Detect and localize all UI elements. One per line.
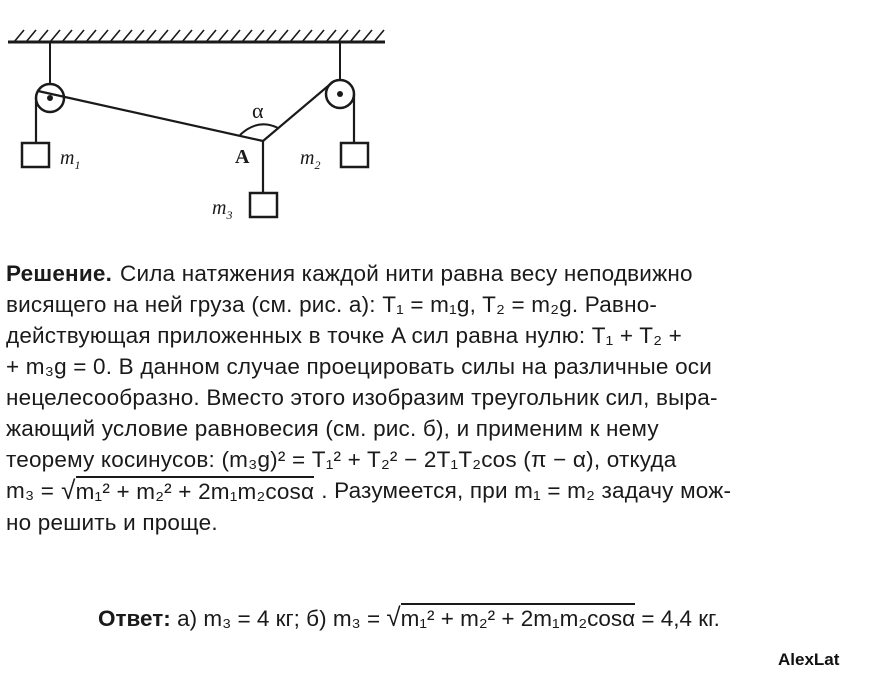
solution-line-6: жающий условие равновесия (см. рис. б), и применим к нему bbox=[6, 416, 659, 441]
answer-result: = 4,4 кг. bbox=[641, 606, 720, 631]
mass-m3-block bbox=[250, 193, 277, 217]
solution-line-7: теорему косинусов: (m₃g)² = T₁² + T₂² − 2T₁T₂cos (π − α), откуда bbox=[6, 447, 677, 472]
ceiling-hatching bbox=[14, 30, 384, 42]
mass-m1-block bbox=[22, 143, 49, 167]
answer-sqrt: √m₁² + m₂² + 2m₁m₂cosα bbox=[386, 602, 636, 632]
m3-label: $m_3$ bbox=[212, 197, 233, 222]
solution-line-9: но решить и проще. bbox=[6, 510, 218, 535]
watermark: AlexLat bbox=[778, 650, 840, 669]
solution-line-1-text: Сила натяжения каждой нити равна весу неподвижно bbox=[120, 261, 693, 286]
right-pulley bbox=[326, 42, 354, 108]
solution-line-4: + m₃g = 0. В данном случае проецировать силы на различные оси bbox=[6, 354, 712, 379]
mass-m2-block bbox=[341, 143, 368, 167]
m2-label: $m_2$ bbox=[300, 147, 321, 172]
answer-part-a: а) m₃ = 4 кг; б) m₃ = bbox=[177, 606, 381, 631]
sqrt-expression: √m₁² + m₂² + 2m₁m₂cosα bbox=[61, 475, 315, 505]
solution-heading: Решение. bbox=[6, 261, 113, 286]
solution-text bbox=[6, 258, 868, 538]
left-pulley bbox=[36, 42, 64, 112]
solution-line-8: m₃ = √m₁² + m₂² + 2m₁m₂cosα . Разумеется, при m₁ = m₂ задачу мож- bbox=[6, 475, 732, 505]
solution-line-5: нецелесообразно. Вместо этого изобразим треугольник сил, выра- bbox=[6, 385, 718, 410]
answer-line bbox=[98, 602, 720, 633]
m1-label: $m_1$ bbox=[60, 147, 81, 172]
answer-label: Ответ: bbox=[98, 606, 171, 631]
ropes bbox=[36, 81, 354, 193]
solution-line-2: висящего на ней груза (см. рис. а): T₁ = m₁g, T₂ = m₂g. Равно- bbox=[6, 292, 658, 317]
angle-label: α bbox=[252, 98, 264, 123]
solution-line-3: действующая приложенных в точке A сил равна нулю: T₁ + T₂ + bbox=[6, 323, 682, 348]
point-label: A bbox=[235, 146, 250, 168]
solution-line-1 bbox=[6, 258, 868, 289]
diagram-pulley-system bbox=[0, 0, 400, 235]
